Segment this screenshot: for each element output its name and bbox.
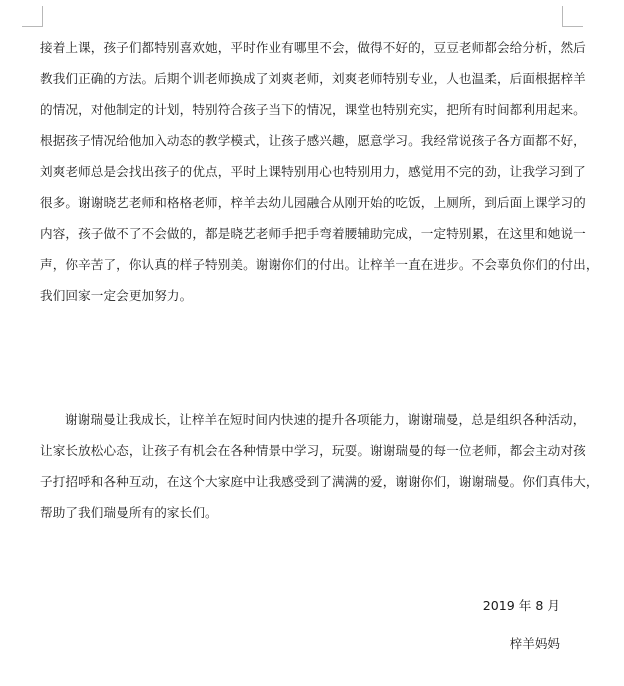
paragraph-line: 根据孩子情况给他加入动态的教学模式，让孩子感兴趣，愿意学习。我经常说孩子各方面都不好， — [40, 133, 586, 148]
paragraph-line: 我们回家一定会更加努力。 — [40, 288, 193, 303]
paragraph-line: 教我们正确的方法。后期个训老师换成了刘爽老师，刘爽老师特别专业，人也温柔，后面根据梓羊 — [40, 71, 586, 86]
paragraph-line: 让家长放松心态，让孩子有机会在各种情景中学习，玩耍。谢谢瑞曼的每一位老师，都会主动对孩 — [40, 443, 586, 458]
paragraph-line: 刘爽老师总是会找出孩子的优点，平时上课特别用心也特别用力，感觉用不完的劲，让我学习到了 — [40, 164, 586, 179]
paragraph-line: 接着上课，孩子们都特别喜欢她，平时作业有哪里不会，做得不好的，豆豆老师都会给分析，然后 — [40, 40, 586, 55]
paragraph-line: 声，你辛苦了，你认真的样子特别美。谢谢你们的付出。让梓羊一直在进步。不会辜负你们的付出， — [40, 257, 599, 272]
paragraph-line: 内容，孩子做不了不会做的，都是晓艺老师手把手弯着腰辅助完成，一定特别累，在这里和她说一 — [40, 226, 586, 241]
paragraph-line: 的情况，对他制定的计划，特别符合孩子当下的情况，课堂也特别充实，把所有时间都利用起来。 — [40, 102, 586, 117]
signature-date: 2019 年 8 月 — [482, 598, 560, 613]
paragraph-line: 很多。谢谢晓艺老师和格格老师，梓羊去幼儿园融合从刚开始的吃饭，上厕所，到后面上课学习的 — [40, 195, 586, 210]
paragraph-line: 帮助了我们瑞曼所有的家长们。 — [40, 505, 218, 520]
paragraph-line: 谢谢瑞曼让我成长，让梓羊在短时间内快速的提升各项能力，谢谢瑞曼，总是组织各种活动， — [65, 412, 586, 427]
signature-author: 梓羊妈妈 — [509, 636, 560, 651]
paragraph-2 — [40, 404, 599, 528]
paragraph-1 — [40, 32, 599, 311]
crop-mark-top-left — [22, 6, 43, 27]
paragraph-line: 子打招呼和各种互动，在这个大家庭中让我感受到了满满的爱，谢谢你们，谢谢瑞曼。你们真伟大， — [40, 474, 599, 489]
crop-mark-top-right — [562, 6, 583, 27]
